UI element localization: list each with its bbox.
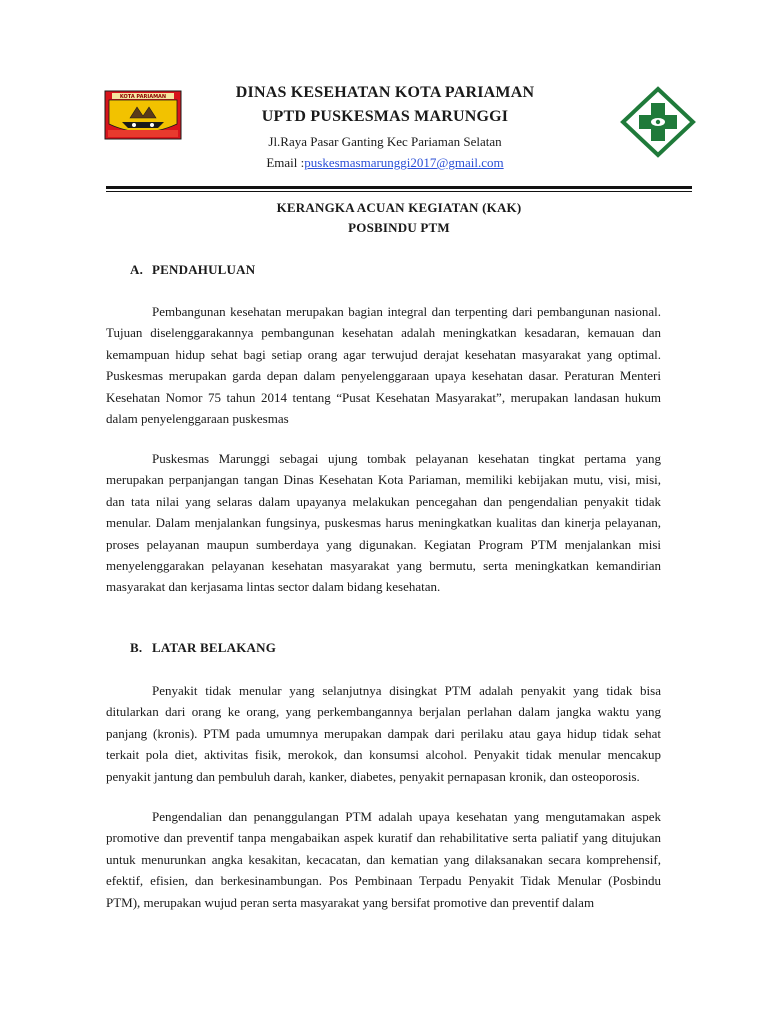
puskesmas-logo-icon [620, 86, 696, 158]
section-b-number: B. [130, 640, 143, 655]
section-a-paragraph-1: Pembangunan kesehatan merupakan bagian integral dan terpenting dari pembangunan nasional. Tujuan diselenggarakannya pembangunan kesehatan adalah meningkatkan kesadaran, kemauan dan kemampuan hidup sehat bagi setiap orang agar terwujud derajat kesehatan masyarakat yang optimal. Puskesmas merupakan garda depan dalam penyelenggaraan upaya kesehatan dasar. Peraturan Menteri Kesehatan Nomor 75 tahun 2014 tentang “Pusat Kesehatan Masyarakat”, merupakan landasan hukum dalam penyelenggaraan puskesmas [106, 304, 661, 427]
section-a-paragraph-2: Puskesmas Marunggi sebagai ujung tombak pelayanan kesehatan tingkat pertama yang merupakan perpanjangan tangan Dinas Kesehatan Kota Pariaman, memiliki kebijakan mutu, visi, misi, dan tata nilai yang selaras dalam upayanya melakukan pencegahan dan pengendalian penyakit tidak menular. Dalam menjalankan fungsinya, puskesmas harus meningkatkan kualitas dan kinerja pelayanan, proses pelayanan maupun sumberdaya yang digunakan. Kegiatan Program PTM menjalankan misi menyelenggarakan pelayanan kesehatan masyarakat yang bermutu, serta meningkatkan kemandirian masyarakat dan kerjasama lintas sector dalam bidang kesehatan. [106, 451, 661, 595]
header-divider [106, 186, 692, 189]
section-a-number: A. [130, 262, 144, 277]
email-line [200, 155, 570, 171]
unit-name: UPTD PUSKESMAS MARUNGGI [261, 108, 509, 125]
email-link[interactable]: puskesmasmarunggi2017@gmail.com [304, 155, 504, 170]
address: Jl.Raya Pasar Ganting Kec Pariaman Selatan [268, 134, 502, 149]
kota-pariaman-emblem-icon [104, 90, 182, 140]
agency-name: DINAS KESEHATAN KOTA PARIAMAN [235, 84, 535, 101]
section-a-heading [130, 262, 255, 278]
section-b-heading [130, 640, 276, 656]
document-subtitle: POSBINDU PTM [348, 220, 450, 235]
document-title: KERANGKA ACUAN KEGIATAN (KAK) [276, 200, 522, 215]
email-label: Email : [266, 155, 305, 170]
header-divider-thin [106, 191, 692, 192]
section-a-title: PENDAHULUAN [152, 262, 256, 277]
svg-text:KOTA PARIAMAN: KOTA PARIAMAN [119, 94, 167, 100]
section-b-paragraph-1: Penyakit tidak menular yang selanjutnya disingkat PTM adalah penyakit yang tidak bisa ditularkan dari orang ke orang, yang perkembangannya berjalan perlahan dalam jangka waktu yang panjang (kronis). PTM pada umumnya merupakan dampak dari perilaku atau gaya hidup tidak sehat terkait pola diet, aktivitas fisik, merokok, dan konsumsi alcohol. Penyakit tidak menular mencakup penyakit jantung dan pembuluh darah, kanker, diabetes, penyakit pernapasan kronik, dan osteoporosis. [106, 683, 661, 784]
section-b-title: LATAR BELAKANG [152, 640, 277, 655]
section-b-paragraph-2: Pengendalian dan penanggulangan PTM adalah upaya kesehatan yang mengutamakan aspek promotive dan preventif tanpa mengabaikan aspek kuratif dan rehabilitative serta paliatif yang ditujukan untuk menurunkan angka kesakitan, kecacatan, dan kematian yang dilaksanakan secara komprehensif, efektif, efisien, dan berkesinambungan. Pos Pembinaan Terpadu Penyakit Tidak Menular (Posbindu PTM), merupakan wujud peran serta masyarakat yang bersifat promotive dan preventif dalam [106, 809, 661, 910]
